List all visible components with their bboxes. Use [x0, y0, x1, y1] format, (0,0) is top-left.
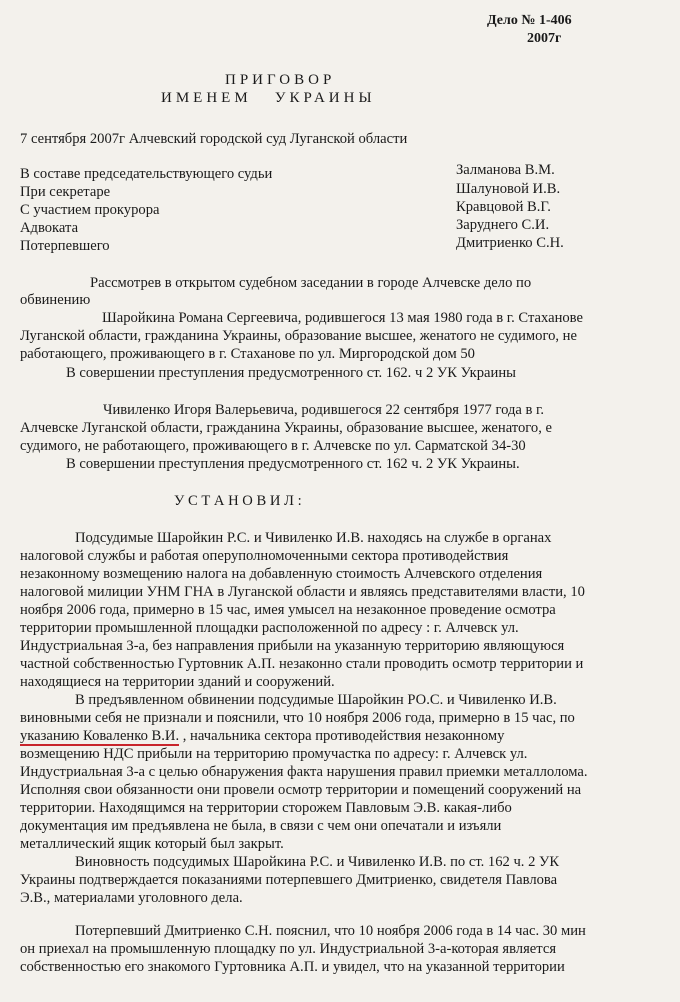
para4-line-1: Потерпевший Дмитриенко С.Н. пояснил, что 10 ноября 2006 года в 14 час. 30 мин — [75, 923, 586, 939]
para1-line-1: Подсудимые Шаройкин Р.С. и Чивиленко И.В. находясь на службе в органах — [75, 530, 552, 546]
para2-line-3 — [20, 727, 504, 745]
name-victim: Дмитриенко С.Н. — [456, 235, 564, 251]
role-victim: Потерпевшего — [20, 238, 110, 254]
court-line: 7 сентября 2007г Алчевский городской суд Луганской области — [20, 131, 408, 147]
para1-line-2: налоговой службы и работая оперуполномоченными сектора противодействия — [20, 548, 509, 564]
defendant2-line-1: Чивиленко Игоря Валерьевича, родившегося 22 сентября 1977 года в г. — [103, 402, 545, 418]
underlined-reference: указанию Коваленко В.И. — [20, 728, 180, 744]
defendant2-line-3: судимого, не работающего, проживающего в г. Алчевске по ул. Сарматской 34-30 — [20, 438, 526, 454]
defendant2-line-2: Алчевске Луганской области, гражданина Украины, образование высшее, женатого, е — [20, 420, 552, 436]
para2-line-7: территории. Находящимся на территории сторожем Павловым Э.В. какая-либо — [20, 800, 512, 816]
para2-line-4: возмещению НДС прибыли на территорию промучастка по адресу: г. Алчевск ул. — [20, 746, 528, 762]
defendant1-line-1: Шаройкина Романа Сергеевича, родившегося 13 мая 1980 года в г. Стаханове — [102, 310, 583, 326]
para3-line-3: Э.В., материалами уголовного дела. — [20, 890, 243, 906]
name-prosecutor: Кравцовой В.Г. — [456, 199, 551, 215]
established-heading: У С Т А Н О В И Л : — [174, 493, 302, 509]
para1-line-6: территории промышленной площадки расположенной по адресу : г. Алчевск ул. — [20, 620, 519, 636]
para2-line-8: документация им предъявлена не была, в связи с чем они опечатали и изъяли — [20, 818, 502, 834]
case-year: 2007г — [527, 31, 562, 46]
para1-line-8: частной собственностью Гуртовник А.П. незаконно стали проводить осмотр территории и — [20, 656, 584, 672]
para2-line-3-rest: , начальника сектора противодействия незаконному — [179, 728, 505, 744]
name-lawyer: Заруднего С.И. — [456, 217, 550, 233]
role-judge: В составе председательствующего судьи — [20, 166, 273, 182]
role-secretary: При секретаре — [20, 184, 111, 200]
intro-line-1: Рассмотрев в открытом судебном заседании в городе Алчевске дело по — [90, 275, 532, 291]
defendant1-line-4: В совершении преступления предусмотренного ст. 162. ч 2 УК Украины — [66, 365, 516, 381]
para2-line-2: виновными себя не признали и пояснили, что 10 ноября 2006 года, примерно в 15 час, по — [20, 710, 575, 726]
para3-line-1: Виновность подсудимых Шаройкина Р.С. и Чивиленко И.В. по ст. 162 ч. 2 УК — [75, 854, 560, 870]
para2-line-5: Индустриальная 3-а с целью обнаружения факта нарушения правил приемки металлолома. — [20, 764, 588, 780]
intro-line-2: обвинению — [20, 292, 91, 308]
case-number: Дело № 1-406 — [487, 13, 572, 28]
name-secretary: Шалуновой И.В. — [456, 181, 561, 197]
para1-line-9: находящиеся на территории зданий и сооружений. — [20, 674, 335, 690]
document-title: ПРИГОВОР — [225, 72, 336, 88]
defendant1-line-2: Луганской области, гражданина Украины, образование высшее, женатого не судимого, не — [20, 328, 577, 344]
para1-line-3: незаконному возмещению налога на добавленную стоимость Алчевского отделения — [20, 566, 543, 582]
para2-line-9: металлический ящик который был закрыт. — [20, 836, 284, 852]
name-judge: Залманова В.М. — [456, 162, 555, 178]
para1-line-5: ноября 2006 года, примерно в 15 час, имея умысел на незаконное проведение осмотра — [20, 602, 556, 618]
para1-line-7: Индустриальная 3-а, без направления прибыли на указанную территорию являющуюся — [20, 638, 565, 654]
para3-line-2: Украины подтверждается показаниями потерпевшего Дмитриенко, свидетеля Павлова — [20, 872, 558, 888]
document-subtitle: ИМЕНЕМ УКРАИНЫ — [161, 90, 376, 106]
role-prosecutor: С участием прокурора — [20, 202, 160, 218]
para4-line-2: он приехал на промышленную площадку по ул. Индустриальной 3-а-которая является — [20, 941, 557, 957]
defendant1-line-3: работающего, проживающего в г. Стаханове по ул. Миргородской дом 50 — [20, 346, 475, 362]
para4-line-3: собственностью его знакомого Гуртовника А.П. и увидел, что на указанной территории — [20, 959, 565, 975]
para2-line-6: Исполняя свои обязанности они провели осмотр территории и помещений сооружений на — [20, 782, 582, 798]
para2-line-1: В предъявленном обвинении подсудимые Шаройкин РО.С. и Чивиленко И.В. — [75, 692, 557, 708]
defendant2-line-4: В совершении преступления предусмотренного ст. 162 ч. 2 УК Украины. — [66, 456, 520, 472]
para1-line-4: налоговой милиции УНМ ГНА в Луганской области и являясь представителями власти, 10 — [20, 584, 585, 600]
role-lawyer: Адвоката — [20, 220, 79, 236]
